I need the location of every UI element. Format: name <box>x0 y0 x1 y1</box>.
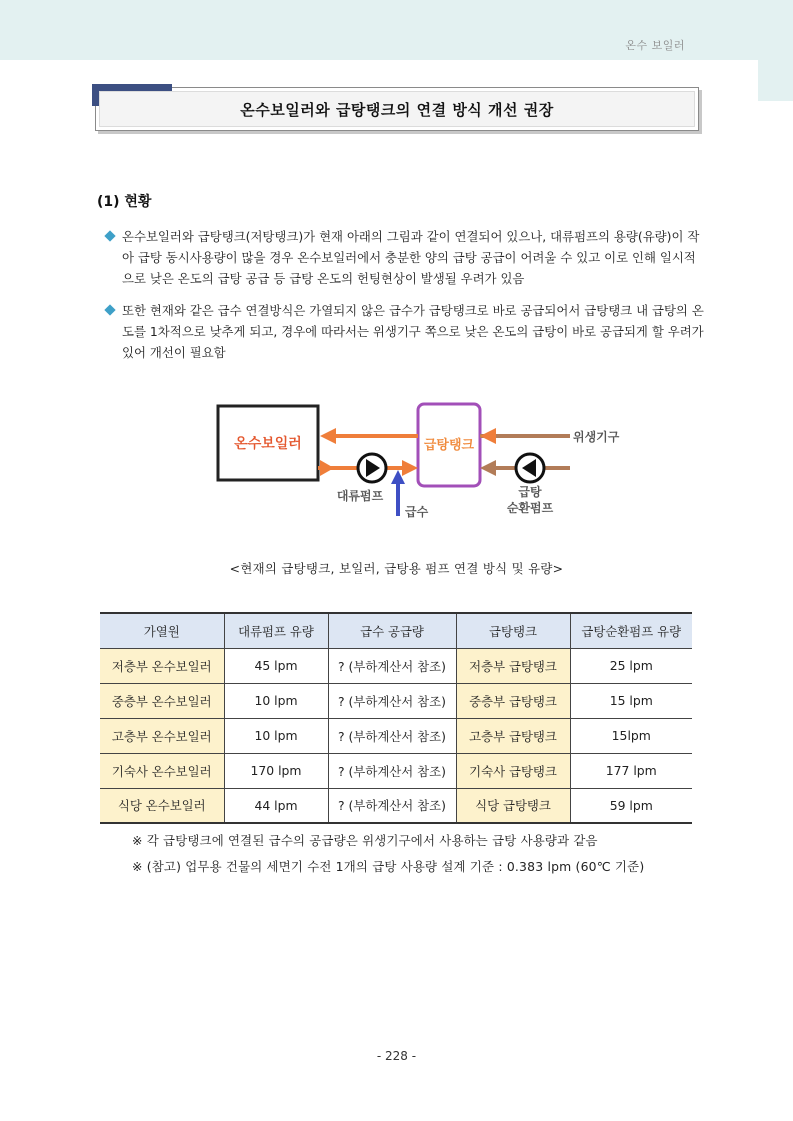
table-cell: 중층부 온수보일러 <box>100 683 224 718</box>
table-cell: 15lpm <box>570 718 692 753</box>
table-cell: 기숙사 급탕탱크 <box>456 753 570 788</box>
title-panel <box>99 91 695 127</box>
circulation-pump-label-1: 급탕 <box>518 485 542 499</box>
table-cell: 식당 급탕탱크 <box>456 788 570 823</box>
bullet-item <box>104 226 704 289</box>
table-row <box>100 788 692 823</box>
table-cell: 59 lpm <box>570 788 692 823</box>
column-header: 급탕탱크 <box>456 613 570 648</box>
table-row <box>100 683 692 718</box>
table-cell: 45 lpm <box>224 648 328 683</box>
column-header: 급수 공급량 <box>328 613 456 648</box>
table-cell: 고층부 온수보일러 <box>100 718 224 753</box>
boiler-label: 온수보일러 <box>234 436 302 452</box>
tank-label: 급탕탱크 <box>423 438 475 453</box>
table-cell: 저층부 온수보일러 <box>100 648 224 683</box>
arrow-left-icon <box>480 460 496 476</box>
diamond-bullet-icon <box>104 230 115 241</box>
page-title: 온수보일러와 급탕탱크의 연결 방식 개선 권장 <box>240 100 554 119</box>
header-section-label: 온수 보일러 <box>625 39 685 52</box>
bullet-text: 온수보일러와 급탕탱크(저탕탱크)가 현재 아래의 그림과 같이 연결되어 있으나, 대류펌프의 용량(유량)이 작아 급탕 동시사용량이 많을 경우 온수보일러에서 충분한 양의 급탕 공급이 어려울 수 있고 이로 인해 일시적으로 낮은 온도의 급탕 공급 등 급탕 온도의 헌팅현상이 발생될 우려가 있음 <box>122 229 700 286</box>
piping-diagram <box>210 398 630 526</box>
diamond-bullet-icon <box>104 304 115 315</box>
table-cell: 25 lpm <box>570 648 692 683</box>
arrow-right-icon <box>320 460 334 476</box>
table-cell: 44 lpm <box>224 788 328 823</box>
table-cell: 10 lpm <box>224 683 328 718</box>
arrow-right-icon <box>402 460 418 476</box>
table-cell: ? (부하계산서 참조) <box>328 788 456 823</box>
flow-rate-table <box>100 612 692 824</box>
table-note: ※ 각 급탕탱크에 연결된 급수의 공급량은 위생기구에서 사용하는 급탕 사용량과 같음 <box>132 833 598 848</box>
column-header: 가열원 <box>100 613 224 648</box>
table-row <box>100 718 692 753</box>
arrow-left-icon <box>320 428 336 444</box>
table-cell: 식당 온수보일러 <box>100 788 224 823</box>
table-cell: 170 lpm <box>224 753 328 788</box>
header-tab <box>758 0 793 101</box>
column-header: 급탕순환펌프 유량 <box>570 613 692 648</box>
table-cell: 10 lpm <box>224 718 328 753</box>
page-number: - 228 - <box>376 1049 417 1063</box>
table-cell: ? (부하계산서 참조) <box>328 718 456 753</box>
circulation-pump-label-2: 순환펌프 <box>506 501 554 515</box>
water-supply-label: 급수 <box>405 505 429 519</box>
table-cell: 고층부 급탕탱크 <box>456 718 570 753</box>
table-note: ※ (참고) 업무용 건물의 세면기 수전 1개의 급탕 사용량 설계 기준 : 0.383 lpm (60℃ 기준) <box>132 859 645 874</box>
section-heading: (1) 현황 <box>97 194 152 210</box>
table-header-row <box>100 613 692 648</box>
table-row <box>100 648 692 683</box>
arrow-left-icon <box>480 428 496 444</box>
table-cell: 15 lpm <box>570 683 692 718</box>
fixture-label: 위생기구 <box>573 430 620 444</box>
table-cell: 중층부 급탕탱크 <box>456 683 570 718</box>
table-cell: ? (부하계산서 참조) <box>328 683 456 718</box>
bullet-item <box>104 300 704 363</box>
table-cell: 저층부 급탕탱크 <box>456 648 570 683</box>
figure-caption: <현재의 급탕탱크, 보일러, 급탕용 펌프 연결 방식 및 유량> <box>229 561 564 576</box>
table-cell: ? (부하계산서 참조) <box>328 753 456 788</box>
table-row <box>100 753 692 788</box>
bullet-text: 또한 현재와 같은 급수 연결방식은 가열되지 않은 급수가 급탕탱크로 바로 공급되어서 급탕탱크 내 급탕의 온도를 1차적으로 낮추게 되고, 경우에 따라서는 위생기구 쪽으로 낮은 온도의 급탕이 바로 공급되게 할 우려가 있어 개선이 필요함 <box>122 303 704 360</box>
table-cell: 기숙사 온수보일러 <box>100 753 224 788</box>
column-header: 대류펌프 유량 <box>224 613 328 648</box>
table-cell: ? (부하계산서 참조) <box>328 648 456 683</box>
convection-pump-label: 대류펌프 <box>336 489 384 503</box>
table-cell: 177 lpm <box>570 753 692 788</box>
